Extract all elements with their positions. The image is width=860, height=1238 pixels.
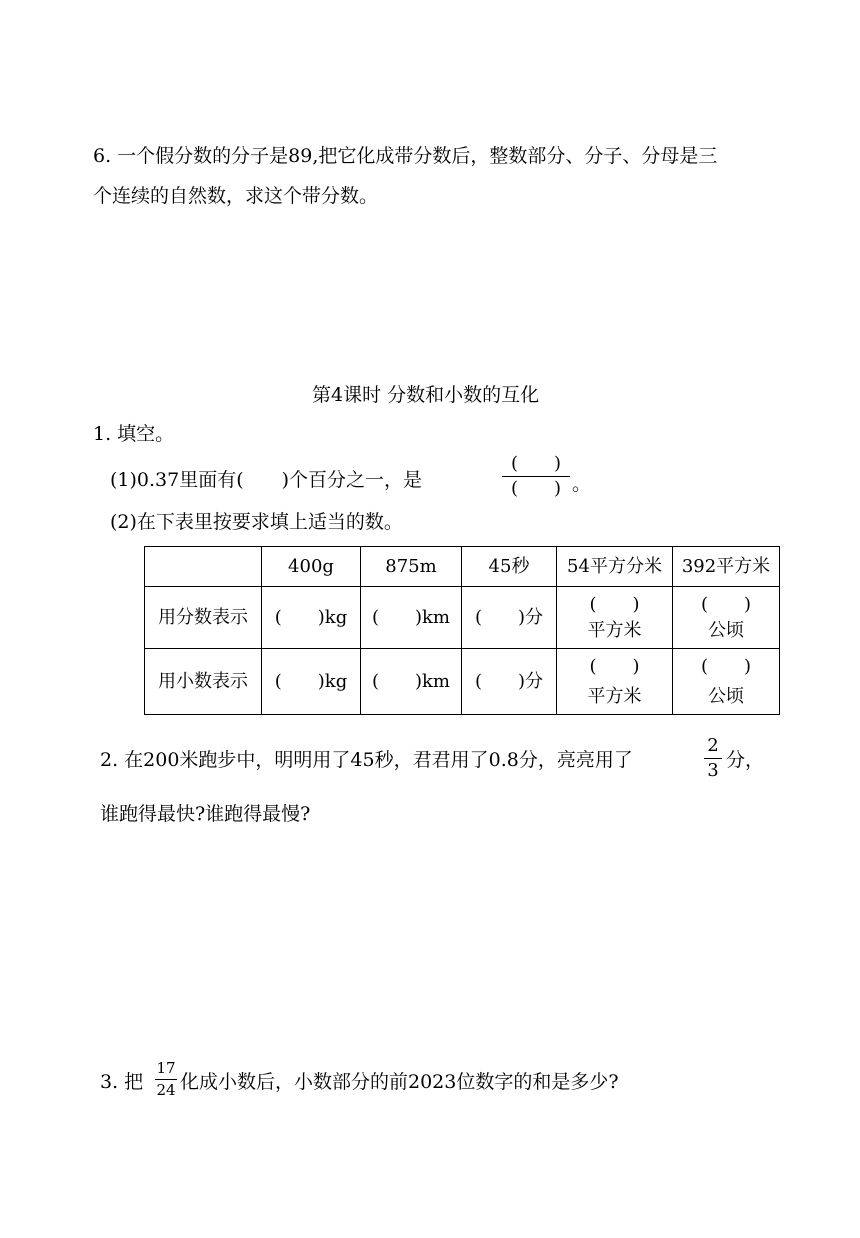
q1-part1-end: 。: [572, 473, 592, 495]
q6-line1: 6. 一个假分数的分子是89,把它化成带分数后，整数部分、分子、分母是三: [93, 145, 718, 167]
row-label: 用分数表示: [145, 587, 262, 649]
q2-text-b: 分，: [726, 749, 765, 771]
table-header-cell: 875m: [361, 547, 462, 587]
q1-part1-fraction-numerator: ( ): [510, 453, 562, 474]
answer-blank: ( ): [589, 655, 640, 677]
answer-blank: ( ): [589, 593, 640, 615]
q1-part1-fraction: [502, 455, 570, 498]
table-header-cell: 392平方米: [673, 547, 780, 587]
fraction-bar: [704, 758, 722, 759]
answer-blank: ( ): [700, 655, 752, 677]
fraction-bar: [155, 1079, 177, 1080]
table-row: [145, 649, 780, 715]
answer-cell: ( )km: [361, 649, 462, 715]
q3-fraction-numerator: 17: [156, 1059, 176, 1077]
table-header-cell: 54平方分米: [557, 547, 673, 587]
q2-fraction: [704, 737, 722, 780]
row-label: 用小数表示: [145, 649, 262, 715]
answer-cell: ( )kg: [262, 587, 361, 649]
unit-label: 公顷: [708, 685, 744, 707]
table-header-cell: [145, 547, 262, 587]
unit-label: 平方米: [587, 685, 642, 707]
q3-fraction: [155, 1061, 177, 1098]
q6-line2: 个连续的自然数，求这个带分数。: [93, 185, 379, 207]
q3-text-a: 3. 把: [100, 1071, 144, 1093]
q2-fraction-denominator: 3: [707, 760, 719, 781]
unit-label: 平方米: [587, 619, 642, 641]
q3-fraction-denominator: 24: [156, 1081, 176, 1099]
q1-heading: 1. 填空。: [93, 423, 175, 445]
answer-cell: [673, 587, 780, 649]
answer-cell: ( )分: [462, 649, 557, 715]
answer-cell: [673, 649, 780, 715]
answer-cell: [557, 587, 673, 649]
answer-blank: ( ): [700, 593, 752, 615]
q2-line2: 谁跑得最快?谁跑得最慢?: [100, 803, 311, 825]
answer-cell: ( )kg: [262, 649, 361, 715]
q2-text-a: 2. 在200米跑步中，明明用了45秒，君君用了0.8分，亮亮用了: [100, 749, 633, 771]
lesson-title: 第4课时 分数和小数的互化: [312, 384, 540, 406]
q3-text-b: 化成小数后，小数部分的前2023位数字的和是多少?: [180, 1071, 619, 1093]
table-header-cell: 400g: [262, 547, 361, 587]
table-row: [145, 587, 780, 649]
q2-fraction-numerator: 2: [707, 735, 719, 756]
answer-cell: ( )km: [361, 587, 462, 649]
table-header-cell: 45秒: [462, 547, 557, 587]
fraction-bar: [502, 476, 570, 477]
answer-cell: ( )分: [462, 587, 557, 649]
unit-label: 公顷: [708, 619, 744, 641]
conversion-table: [144, 546, 780, 715]
q1-part1-fraction-denominator: ( ): [510, 478, 562, 499]
answer-cell: [557, 649, 673, 715]
table-header-row: [145, 547, 780, 587]
q1-part2-text: (2)在下表里按要求填上适当的数。: [110, 511, 403, 533]
q1-part1-text: (1)0.37里面有( )个百分之一，是: [110, 469, 423, 491]
